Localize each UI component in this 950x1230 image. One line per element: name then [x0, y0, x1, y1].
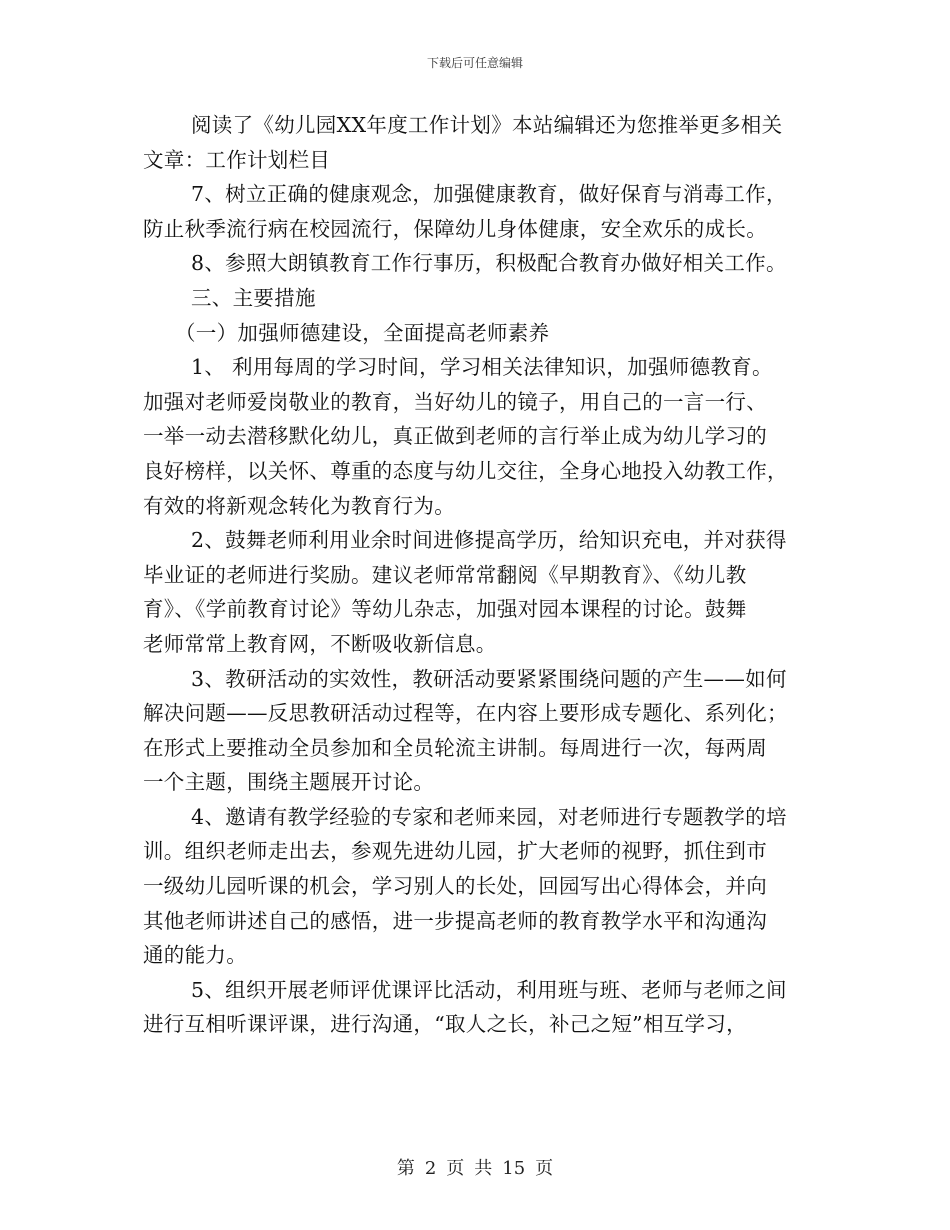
text-line: 有效的将新观念转化为教育行为。: [143, 493, 455, 518]
text-line: 1、 利用每周的学习时间，学习相关法律知识，加强师德教育。: [191, 355, 773, 380]
text-line: 7、树立正确的健康观念，加强健康教育，做好保育与消毒工作，: [191, 182, 787, 207]
text-line: 通的能力。: [143, 943, 247, 968]
text-line: 文章：工作计划栏目: [143, 147, 331, 172]
text-line: 毕业证的老师进行奖励。建议老师常常翻阅《早期教育》、《幼儿教: [143, 562, 747, 587]
text-line: 防止秋季流行病在校园流行，保障幼儿身体健康，安全欢乐的成长。: [143, 216, 767, 241]
text-line: 老师常常上教育网，不断吸收新信息。: [143, 631, 497, 656]
text-line: 3、教研活动的实效性，教研活动要紧紧围绕问题的产生——如何: [191, 666, 787, 691]
footer-word: 页: [446, 1158, 465, 1179]
text-line: 8、参照大朗镇教育工作行事历，积极配合教育办做好相关工作。: [191, 251, 787, 276]
page-header-note: 下载后可任意编辑: [426, 56, 523, 70]
text-line: 2、鼓舞老师利用业余时间进修提高学历，给知识充电，并对获得: [191, 528, 787, 553]
section-heading: 三、主要措施: [191, 285, 316, 310]
text-line: 一举一动去潜移默化幼儿，真正做到老师的言行举止成为幼儿学习的: [143, 424, 767, 449]
footer-word: 第: [396, 1158, 415, 1179]
text-line: 4、邀请有教学经验的专家和老师来园，对老师进行专题教学的培: [191, 804, 787, 829]
text-line: 阅读了《幼儿园XX年度工作计划》本站编辑还为您推举更多相关: [191, 113, 783, 137]
text-line: 进行互相听课评课，进行沟通，“取人之长，补己之短”相互学习，: [143, 1012, 747, 1037]
text-line: 解决问题——反思教研活动过程等，在内容上要形成专题化、系列化；: [143, 701, 788, 726]
total-page-count: 15: [502, 1158, 526, 1179]
current-page-number: 2: [424, 1158, 437, 1179]
text-line: 其他老师讲述自己的感悟，进一步提高老师的教育教学水平和沟通沟: [143, 908, 767, 933]
text-line: 一级幼儿园听课的机会，学习别人的长处，回园写出心得体会，并向: [143, 874, 767, 899]
text-line: 育》、《学前教育讨论》等幼儿杂志，加强对园本课程的讨论。鼓舞: [143, 597, 747, 622]
text-line: 在形式上要推动全员参加和全员轮流主讲制。每周进行一次，每两周: [143, 735, 767, 760]
text-line: 训。组织老师走出去，参观先进幼儿园，扩大老师的视野，抓住到市: [143, 839, 767, 864]
footer-word: 共: [474, 1158, 493, 1179]
footer-word: 页: [535, 1158, 554, 1179]
text-line: 加强对老师爱岗敬业的教育，当好幼儿的镜子，用自己的一言一行、: [143, 389, 767, 414]
document-body: [143, 108, 807, 1042]
text-line: 良好榜样，以关怀、尊重的态度与幼儿交往，全身心地投入幼教工作，: [143, 458, 788, 483]
page-footer: [0, 1154, 950, 1180]
text-line: 一个主题，围绕主题展开讨论。: [143, 770, 435, 795]
text-line: 5、组织开展老师评优课评比活动，利用班与班、老师与老师之间: [191, 977, 787, 1002]
subsection-heading: （一）加强师德建设，全面提高老师素养: [175, 320, 550, 345]
